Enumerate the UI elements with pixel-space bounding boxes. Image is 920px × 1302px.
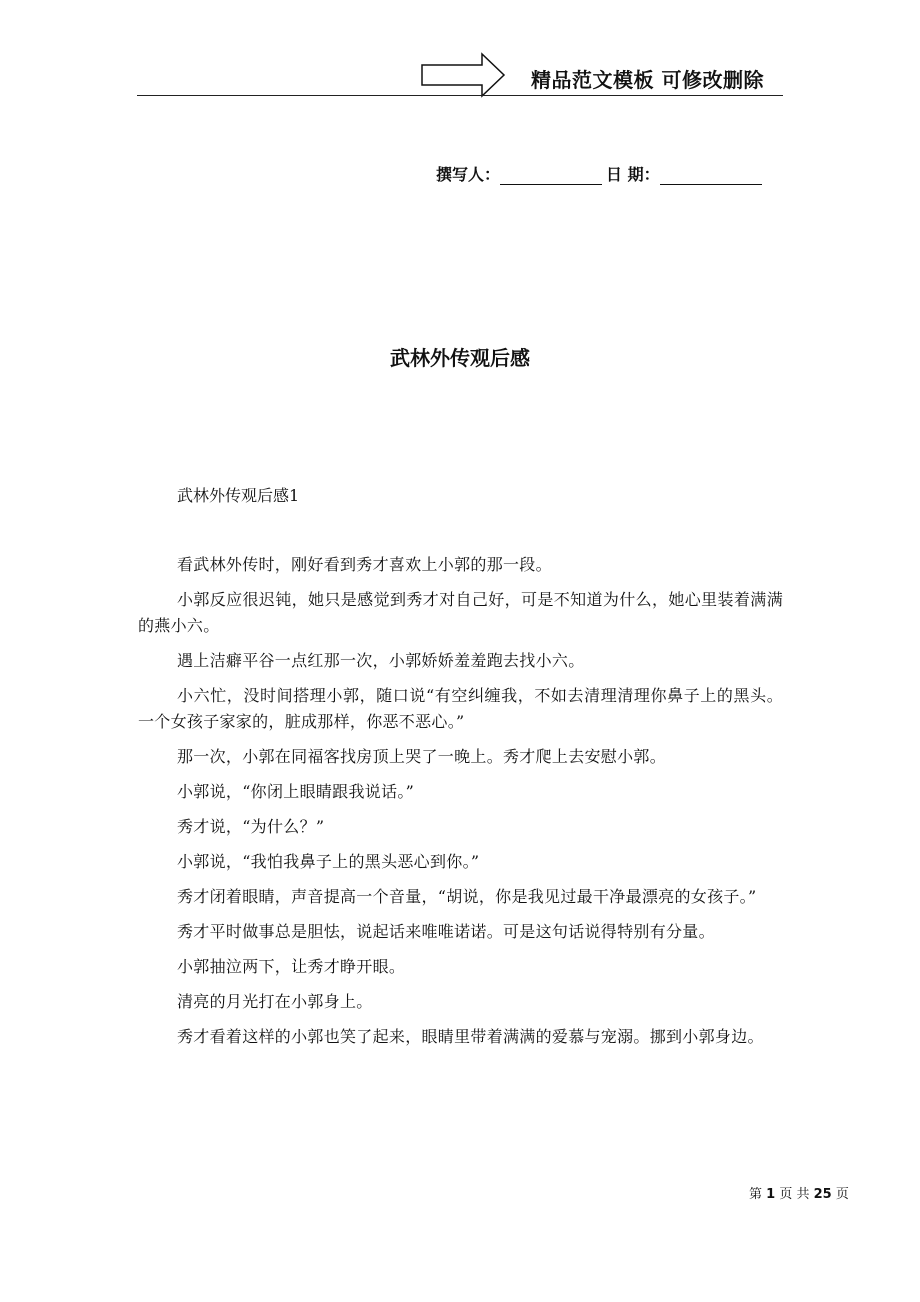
author-blank-field[interactable] — [500, 166, 602, 185]
paragraph: 遇上洁癖平谷一点红那一次，小郭娇娇羞羞跑去找小六。 — [177, 651, 585, 670]
document-title: 武林外传观后感 — [390, 346, 530, 370]
section-heading: 武林外传观后感1 — [177, 486, 300, 505]
paragraph: 小郭抽泣两下，让秀才睁开眼。 — [177, 957, 406, 976]
paragraph: 小郭说，“我怕我鼻子上的黑头恶心到你。” — [177, 852, 480, 871]
paragraph: 小郭说，“你闭上眼睛跟我说话。” — [177, 782, 415, 801]
header-banner-text: 精品范文模板 可修改删除 — [531, 68, 764, 92]
page-prefix: 第 — [749, 1187, 763, 1202]
right-arrow-icon — [420, 52, 506, 98]
author-label: 撰写人： — [436, 165, 501, 184]
header-divider — [137, 95, 783, 96]
page-number: 1 — [766, 1187, 776, 1202]
paragraph: 秀才说，“为什么？” — [177, 817, 325, 836]
paragraph: 清亮的月光打在小郭身上。 — [177, 992, 373, 1011]
date-label: 日 期： — [606, 165, 660, 184]
page-footer — [749, 1183, 849, 1202]
total-pages: 25 — [813, 1187, 832, 1202]
paragraph: 秀才平时做事总是胆怯，说起话来唯唯诺诺。可是这句话说得特别有分量。 — [177, 922, 715, 941]
page-mid: 页 共 — [779, 1187, 810, 1202]
paragraph: 看武林外传时，刚好看到秀才喜欢上小郭的那一段。 — [177, 555, 552, 574]
paragraph: 那一次，小郭在同福客找房顶上哭了一晚上。秀才爬上去安慰小郭。 — [177, 747, 667, 766]
paragraph: 秀才闭着眼睛，声音提高一个音量，“胡说，你是我见过最干净最漂亮的女孩子。” — [177, 887, 757, 906]
page-suffix: 页 — [835, 1187, 849, 1202]
paragraph: 秀才看着这样的小郭也笑了起来，眼睛里带着满满的爱慕与宠溺。挪到小郭身边。 — [177, 1027, 764, 1046]
author-date-line — [436, 162, 766, 185]
date-blank-field[interactable] — [660, 166, 762, 185]
paragraph: 小郭反应很迟钝，她只是感觉到秀才对自己好，可是不知道为什么，她心里装着满满的燕小六。 — [138, 590, 783, 635]
paragraph: 小六忙，没时间搭理小郭，随口说“有空纠缠我，不如去清理清理你鼻子上的黑头。一个女孩子家家的，脏成那样，你恶不恶心。” — [138, 686, 783, 731]
document-body — [138, 552, 783, 1059]
